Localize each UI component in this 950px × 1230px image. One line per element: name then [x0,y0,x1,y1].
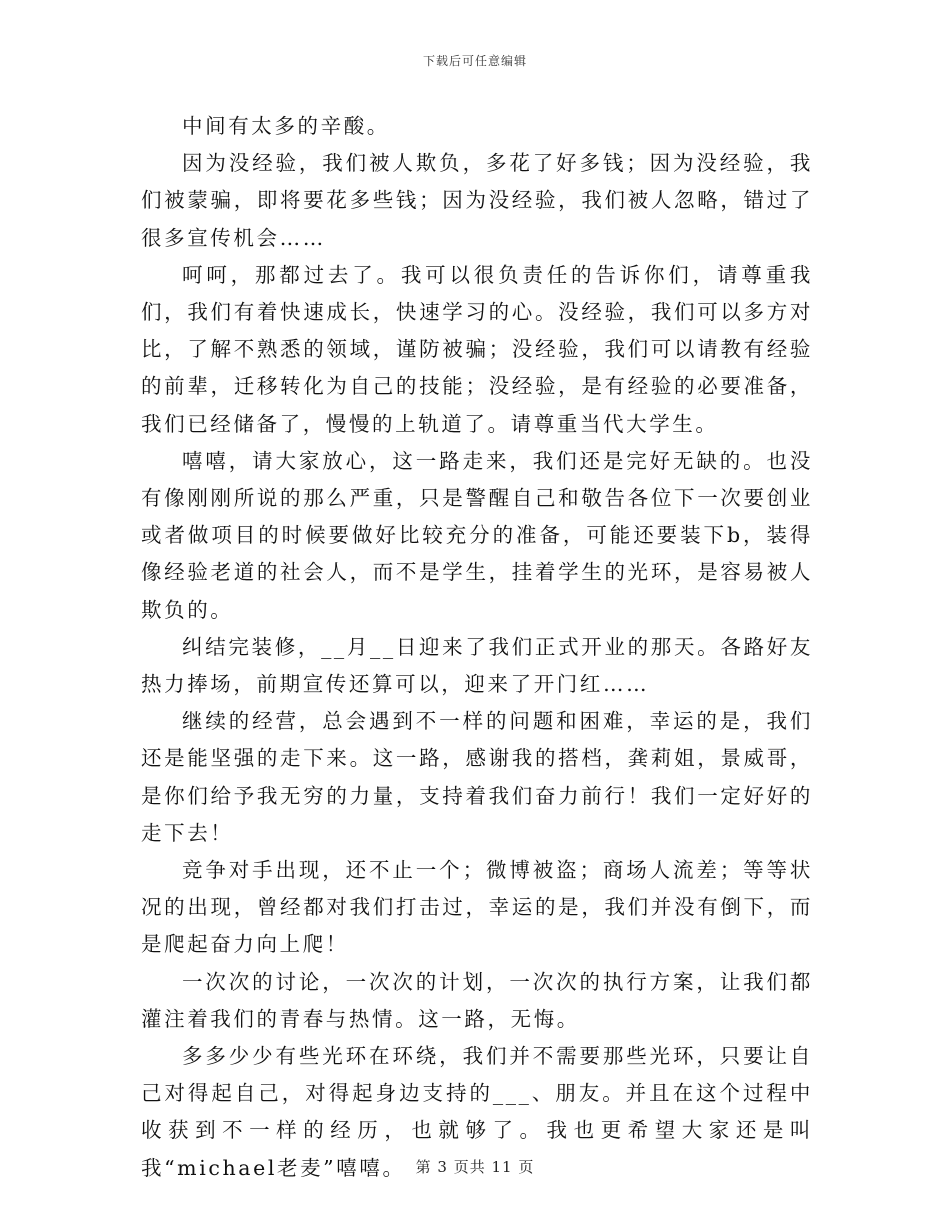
paragraph: 纠结完装修，__月__日迎来了我们正式开业的那天。各路好友热力捧场，前期宣传还算可以，迎来了开门红…… [141,634,813,697]
page-footer: 第 3 页共 11 页 [415,1158,535,1176]
paragraph: 继续的经营，总会遇到不一样的问题和困难，幸运的是，我们还是能坚强的走下来。这一路，感谢我的搭档，龚莉姐，景威哥，是你们给予我无穷的力量，支持着我们奋力前行！我们一定好好的走下去！ [141,709,813,845]
document-body [141,108,813,1187]
paragraph: 一次次的讨论，一次次的计划，一次次的执行方案，让我们都灌注着我们的青春与热情。这一路，无悔。 [141,969,813,1031]
page-header: 下载后可任意编辑 [422,54,527,68]
paragraph: 多多少少有些光环在环绕，我们并不需要那些光环，只要让自己对得起自己，对得起身边支持的___、朋友。并且在这个过程中收获到不一样的经历，也就够了。我也更希望大家还是叫我“michael老麦”嘻嘻。 [141,1044,813,1180]
paragraph: 呵呵，那都过去了。我可以很负责任的告诉你们，请尊重我们，我们有着快速成长，快速学习的心。没经验，我们可以多方对比，了解不熟悉的领域，谨防被骗；没经验，我们可以请教有经验的前辈，迁移转化为自己的技能；没经验，是有经验的必要准备，我们已经储备了，慢慢的上轨道了。请尊重当代大学生。 [141,262,813,436]
paragraph: 因为没经验，我们被人欺负，多花了好多钱；因为没经验，我们被蒙骗，即将要花多些钱；因为没经验，我们被人忽略，错过了很多宣传机会…… [141,151,813,250]
paragraph: 竞争对手出现，还不止一个；微博被盗；商场人流差；等等状况的出现，曾经都对我们打击过，幸运的是，我们并没有倒下，而是爬起奋力向上爬！ [141,858,813,957]
paragraph: 中间有太多的辛酸。 [182,114,390,138]
paragraph: 嘻嘻，请大家放心，这一路走来，我们还是完好无缺的。也没有像刚刚所说的那么严重，只是警醒自己和敬告各位下一次要创业或者做项目的时候要做好比较充分的准备，可能还要装下b，装得像经验老道的社会人，而不是学生，挂着学生的光环，是容易被人欺负的。 [141,448,813,622]
